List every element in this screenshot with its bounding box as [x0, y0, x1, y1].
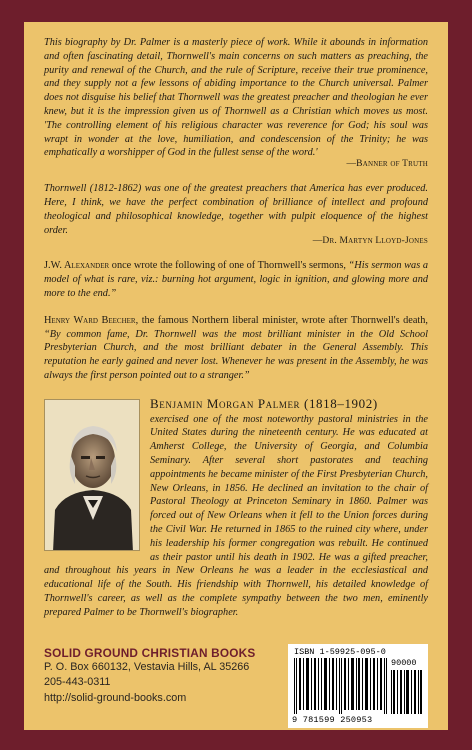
barcode-digits: 9 781599 250953	[292, 715, 373, 725]
quote-alexander	[44, 259, 428, 300]
quote-text: “His sermon was a model of what is rare, viz.: burning hot argument, logic in ignition, and glowing more and more to the end.”	[44, 260, 428, 299]
review-attribution: —Dr. Martyn Lloyd-Jones	[312, 236, 428, 247]
quote-lead: , the famous Northern liberal minister, wrote after Thornwell's death,	[135, 314, 428, 326]
biography-section	[44, 395, 428, 620]
isbn-barcode	[288, 644, 428, 728]
review-attribution: —Banner of Truth	[346, 159, 428, 170]
quote-lead: once wrote the following of one of Thornwell's sermons,	[109, 260, 349, 272]
review-text: This biography by Dr. Palmer is a masterly piece of work. While it abounds in information and often fascinating detail, Thornwell's main concerns on such matters as preaching, the purity and renewal of the Church, and the rule of Scripture, receive their true prominence, and they supply not a few lessons of abiding importance to the Church universal. Palmer does not disguise his belief that Thornwell was the greatest preacher and theologian he ever knew, but it is the impression given us of Thornwell as a Christian which moves us most. 'The controlling element of his religious character was reverence for God; his soul was wrapt in wonder at the love, humiliation, and condescension of the Trinity; he was emphatically a worshipper of God in the fullest sense of the word.'	[44, 37, 428, 159]
price-code: 90000	[391, 658, 417, 668]
palmer-portrait-image	[44, 399, 140, 551]
isbn-number: ISBN 1-59925-095-0	[294, 647, 386, 657]
ean-barcode-bars	[294, 658, 388, 714]
publisher-url: http://solid-ground-books.com	[44, 691, 187, 704]
biography-body: exercised one of the most noteworthy pastoral ministries in the United States during the nineteenth century. He was educated at Amherst College, the University of Georgia, and Columbia Seminary. After several short pastorates and teaching appointments he became minister of the First Presbyterian Church, New Orleans, in 1856. He declined an invitation to the chair of Pastoral Theology at Princeton Seminary in 1860. Palmer was forced out of New Orleans when it fell to the Union forces during the Civil War. He returned in 1865 to the ruined city where, under his leadership his former congregation was rebuilt. He continued as their pastor until his death in 1902. He was a gifted preacher, and throughout his years in New Orleans he was a leader in the ecclesiastical and educational life of the South. His friendship with Thornwell, his detailed knowledge of Thornwell's career, as well as the complete sympathy between the two men, eminently prepared Palmer to be Thornwell's biographer.	[44, 413, 428, 618]
back-cover-panel	[24, 22, 448, 730]
biography-name: Benjamin Morgan Palmer (1818–1902)	[150, 395, 378, 411]
quote-text: “By common fame, Dr. Thornwell was the most brilliant minister in the Old School Presbyterian Church, and the most brilliant debater in the General Assembly. This reputation he early gained and never lost. Whenever he was present in the Assembly, he was always the first person pointed out to a stranger.”	[44, 328, 428, 381]
review-lloyd-jones	[44, 182, 428, 237]
publisher-phone: 205-443-0311	[44, 676, 111, 689]
review-text: Thornwell (1812-1862) was one of the greatest preachers that America has ever produced. Here, I think, we have the perfect combination of brilliance of intellect and profound theological and philosophical knowledge, together with pulpit eloquence of the highest order.	[44, 183, 428, 236]
footer	[44, 646, 428, 725]
addon-barcode-bars	[391, 670, 423, 714]
review-banner-of-truth	[44, 36, 428, 160]
quote-author: Henry Ward Beecher	[44, 314, 136, 326]
publisher-address: P. O. Box 660132, Vestavia Hills, AL 35266	[44, 661, 250, 673]
publisher-name: SOLID GROUND CHRISTIAN BOOKS	[44, 646, 256, 660]
quote-author: J.W. Alexander	[44, 260, 110, 272]
quote-beecher	[44, 314, 428, 383]
